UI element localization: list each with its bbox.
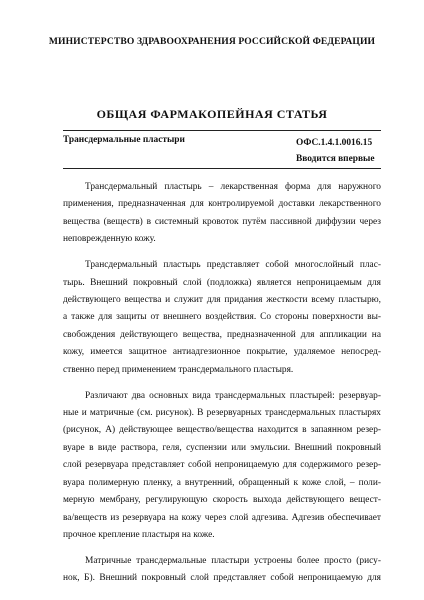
text-line: тырь. Внешний покровный слой (подложка) является непроницаемым для	[63, 277, 381, 288]
paragraph	[63, 257, 381, 379]
text-line: вуара полимерную пленку, а внутренний, обращенный к коже слой, – поли-	[63, 477, 381, 488]
text-line: кожу, имеется защитное антиадгезионное покрытие, удаляемое непосред-	[63, 347, 381, 358]
article-body	[63, 179, 381, 596]
text-line: Трансдермальный пластырь – лекарственная форма для наружного	[85, 182, 381, 192]
article-code: ОФС.1.4.1.0016.15	[296, 138, 373, 148]
text-line: действующего вещества и служит для придания жесткости всему пластырю,	[63, 295, 381, 306]
text-line: (рисунок, А) действующее вещество/вещества находится в запаянном резер-	[63, 425, 381, 436]
paragraph	[63, 179, 381, 249]
text-line: ственно перед применением трансдермального пластыря.	[63, 364, 294, 375]
text-line: ва/веществ из резервуара на кожу через слой адгезива. Адгезив обеспечивает	[63, 512, 381, 523]
text-line: Различают два основных вида трансдермальных пластырей: резервуар-	[85, 390, 381, 401]
article-meta	[296, 135, 375, 167]
article-name: Трансдермальные пластыри	[63, 135, 185, 145]
text-line: а также для защиты от внешнего воздействия. Со стороны поверхности вы-	[63, 312, 381, 323]
text-line: ные и матричные (см. рисунок). В резервуарных трансдермальных пластырях	[63, 408, 381, 419]
text-line: нок, Б). Внешний покровный слой представляет собой непроницаемую для	[63, 573, 381, 584]
text-line: мерную мембрану, регулирующую скорость выхода действующего вещест-	[63, 495, 381, 506]
text-line: Трансдермальный пластырь представляет собой многослойный плас-	[85, 260, 381, 271]
article-type-title: ОБЩАЯ ФАРМАКОПЕЙНАЯ СТАТЬЯ	[96, 107, 328, 121]
text-line: применения, предназначенная для контролируемой доставки лекарственного	[63, 199, 381, 210]
text-line: вуаре в виде раствора, геля, суспензии или эмульсии. Внешний покровный	[63, 442, 381, 453]
header-top-rule	[63, 130, 381, 131]
text-line: слой резервуара представляет собой непроницаемую для содержимого резер-	[63, 460, 381, 471]
ministry-heading: МИНИСТЕРСТВО ЗДРАВООХРАНЕНИЯ РОССИЙСКОЙ ФЕДЕРАЦИИ	[48, 36, 376, 47]
text-line: неповрежденную кожу.	[63, 234, 156, 245]
text-line: прочное крепление пластыря на коже.	[63, 529, 215, 540]
text-line: Матричные трансдермальные пластыри устроены более просто (рису-	[85, 555, 381, 566]
paragraph	[63, 388, 381, 545]
paragraph	[63, 553, 381, 588]
article-status: Вводится впервые	[296, 154, 375, 164]
text-line: вещества (веществ) в системный кровоток путём пассивной диффузии через	[63, 216, 381, 227]
text-line: свобождения действующего вещества, предназначенной для аппликации на	[63, 329, 381, 340]
header-bottom-rule	[63, 168, 381, 169]
